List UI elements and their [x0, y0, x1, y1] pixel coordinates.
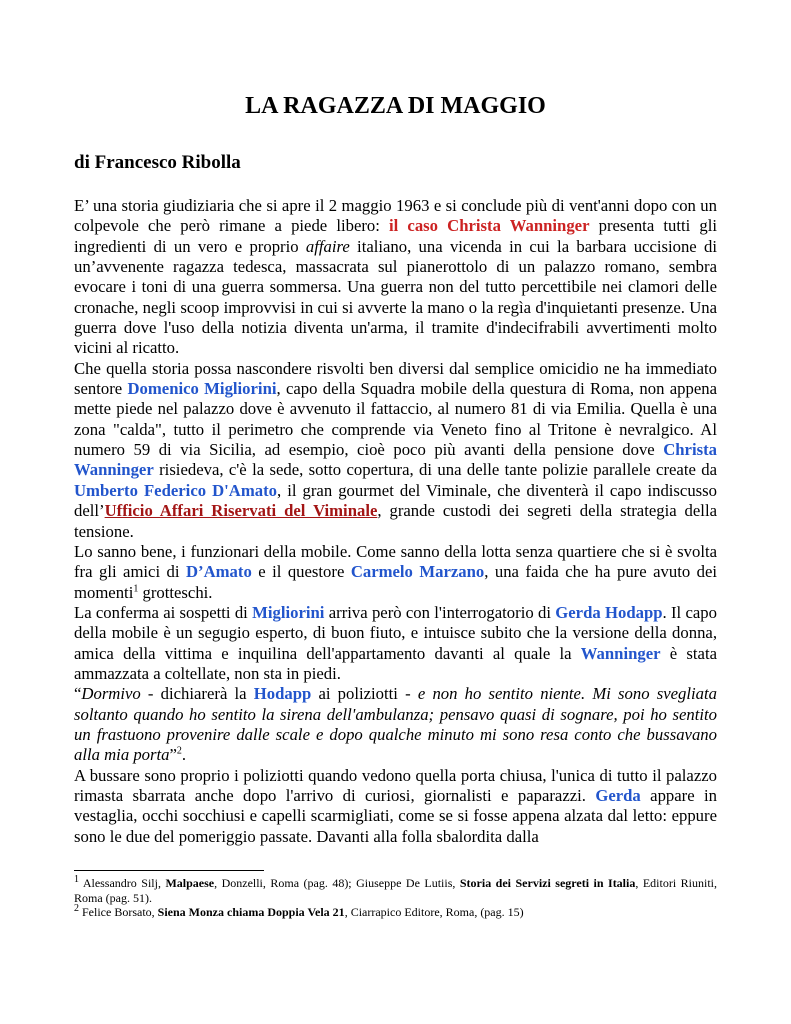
person-name: Gerda [595, 785, 641, 805]
text-run: , Donzelli, Roma (pag. 48); Giuseppe De Lutiis, [214, 876, 460, 890]
text-run: “ [74, 684, 82, 704]
article-body [74, 196, 717, 847]
footnote-ref-2[interactable]: 2 [176, 745, 182, 757]
case-name-highlight: il caso Christa Wanninger [389, 216, 590, 236]
text-run: . Il capo della mobile è un segugio esperto, di buon fiuto, e intuisce subito che la versione della donna, amica della vittima e inquilina dell'appartamento davanti al quale la [74, 602, 717, 663]
text-run: è stata ammazzata a coltellate, non sta in piedi. [74, 643, 717, 683]
paragraph-2 [74, 359, 717, 542]
text-run: , il gran gourmet del Viminale, che diventerà il capo indiscusso dell’ [74, 480, 717, 521]
person-name: Domenico Migliorini [127, 379, 277, 399]
text-run: ai poliziotti - [311, 684, 418, 704]
footnote-divider [74, 870, 264, 871]
paragraph-4 [74, 603, 717, 684]
person-name: D’Amato [185, 562, 252, 582]
text-run: arriva però con l'interrogatorio di [324, 602, 556, 622]
text-run: ” [169, 745, 177, 765]
text-run: E’ una storia giudiziaria che si apre il 2 maggio 1963 e si conclude più di vent'anni dopo con un colpevole che però rimane a piede libero: [74, 196, 717, 236]
text-run: , Editori Riuniti, Roma (pag. 51). [74, 876, 717, 905]
footnote-2 [74, 905, 717, 920]
footnotes [74, 876, 717, 920]
footnote-ref-1[interactable]: 1 [133, 582, 139, 594]
italic-quote: e non ho sentito niente. Mi sono svegliata soltanto quando ho sentito la sirena dell'ambulanza; pensavo quasi di sognare, poi ho sentito un frastuono provenire dalle scale e dopo qualche minuto mi sono resa conto che bussavano alla mia porta [74, 684, 717, 765]
text-run: italiano, una vicenda in cui la barbara uccisione di un’avvenente ragazza tedesca, massacrata sul pianerottolo di un palazzo romano, sembra evocare i toni di una guerra sommersa. Una guerra non del tutto percettibile nei clamori delle cronache, negli scoop improvvisi in cui si avverte la mano o la regìa d'inquietanti presenze. Una guerra dove l'uso della notizia diventa un'arma, il tramite d'indecifrabili avvertimenti molto vicini al ricatto. [74, 236, 717, 358]
italic-term: affaire [305, 236, 350, 256]
person-name: Hodapp [253, 684, 312, 704]
document-title: LA RAGAZZA DI MAGGIO [245, 93, 546, 119]
text-run: Che quella storia possa nascondere risvolti ben diversi dal semplice omicidio ne ha immediato sentore [74, 358, 717, 399]
author-line: di Francesco Ribolla [74, 152, 241, 173]
person-name: Umberto Federico D'Amato [74, 480, 277, 500]
text-run: , Ciarrapico Editore, Roma, (pag. 15) [344, 905, 524, 919]
text-run: grotteschi. [138, 582, 213, 602]
person-name: Gerda Hodapp [555, 602, 663, 622]
footnote-number: 2 [74, 903, 79, 914]
paragraph-1 [74, 196, 717, 359]
text-run: . [181, 745, 187, 765]
text-run: - dichiarerà la [140, 684, 254, 704]
text-run: La conferma ai sospetti di [74, 602, 253, 622]
office-link[interactable]: Ufficio Affari Riservati del Viminale [104, 501, 378, 521]
person-name: Christa Wanninger [74, 440, 717, 480]
paragraph-5 [74, 684, 717, 765]
text-run: presenta tutti gli ingredienti di un vero e proprio [74, 216, 717, 256]
book-title: Malpaese [165, 876, 215, 890]
text-run: , grande custodi dei segreti della strategia della tensione. [74, 501, 717, 541]
text-run: Felice Borsato, [79, 905, 158, 919]
paragraph-3 [74, 542, 717, 603]
paragraph-6 [74, 766, 717, 847]
person-name: Carmelo Marzano [350, 562, 485, 582]
text-run: Lo sanno bene, i funzionari della mobile. Come sanno della lotta senza quartiere che si è svolta fra gli amici di [74, 541, 717, 582]
italic-quote: Dormivo [81, 684, 141, 704]
footnote-1 [74, 876, 717, 905]
text-run: e il questore [251, 562, 351, 582]
text-run: A bussare sono proprio i poliziotti quando vedono quella porta chiusa, l'unica di tutto il palazzo rimasta sbarrata anche dopo l'arrivo di curiosi, giornalisti e paparazzi. [74, 765, 717, 805]
text-run: Alessandro Silj, [79, 876, 166, 890]
person-name: Migliorini [252, 602, 325, 622]
text-run: appare in vestaglia, occhi socchiusi e capelli scarmigliati, come se si fosse appena alzata dal letto: eppure sono le due del pomeriggio passate. Davanti alla folla sbalordita dalla [74, 785, 717, 846]
text-run: risiedeva, c'è la sede, sotto copertura, di una delle tante polizie parallele create da [153, 460, 717, 480]
book-title: Storia dei Servizi segreti in Italia [459, 876, 636, 890]
person-name: Wanninger [580, 643, 661, 663]
footnote-number: 1 [74, 874, 79, 885]
text-run: , una faida che ha pure avuto dei momenti [74, 562, 718, 602]
book-title: Siena Monza chiama Doppia Vela 21 [157, 905, 345, 919]
text-run: , capo della Squadra mobile della questura di Roma, non appena mette piede nel palazzo dove è avvenuto il fattaccio, al numero 81 di via Emilia. Quella è una zona "calda", tutto il perimetro che comprende via Veneto fino al Tritone è nevralgico. Al numero 59 di via Sicilia, ad esempio, cioè poco più avanti della pensione dove [74, 379, 717, 460]
